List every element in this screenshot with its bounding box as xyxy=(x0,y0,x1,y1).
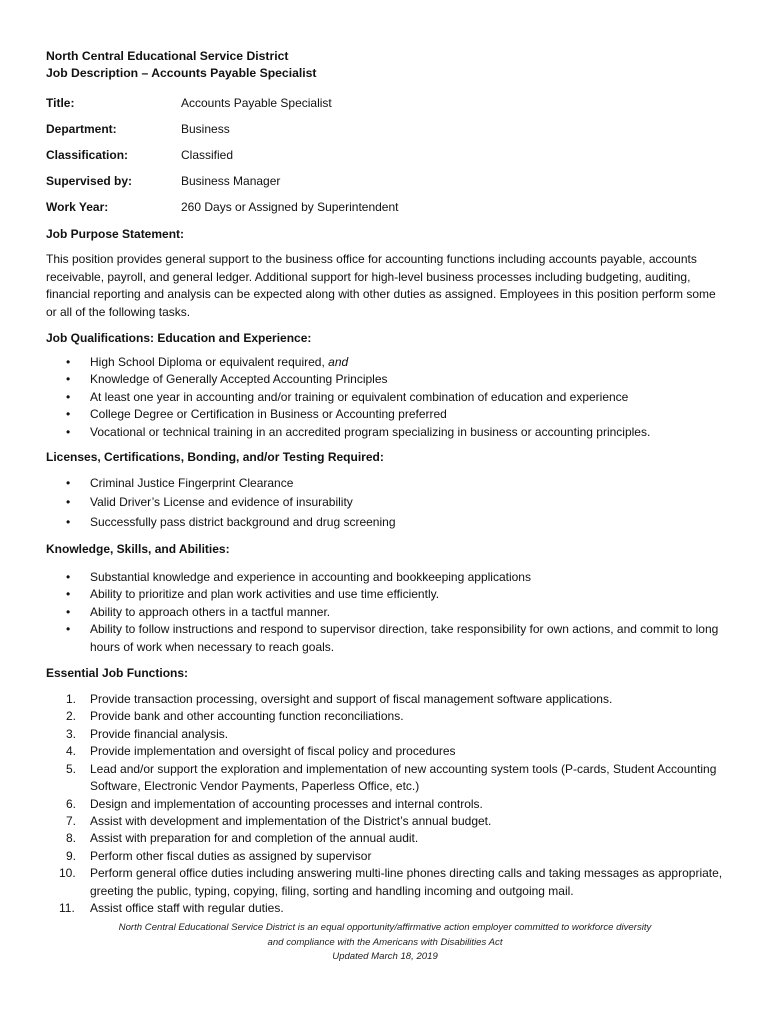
licenses-heading: Licenses, Certifications, Bonding, and/or Testing Required: xyxy=(46,450,384,465)
info-row-department xyxy=(46,116,726,142)
item-number: 8. xyxy=(66,831,77,846)
item-text: Provide financial analysis. xyxy=(90,726,229,741)
list-item: • Ability to prioritize and plan work activities and use time efficiently. xyxy=(46,586,726,603)
info-row-classification xyxy=(46,142,726,168)
footer-line: North Central Educational Service District is an equal opportunity/affirmative action employer committed to workforce diversity xyxy=(118,922,652,933)
footer-line: and compliance with the Americans with Disabilities Act xyxy=(267,936,503,948)
info-row-supervised-by xyxy=(46,168,726,194)
info-label: Department: xyxy=(46,122,117,136)
list-item xyxy=(46,691,726,708)
item-text: Provide implementation and oversight of fiscal policy and procedures xyxy=(90,744,456,759)
list-item xyxy=(46,726,726,743)
info-row-title xyxy=(46,90,726,116)
list-item xyxy=(46,708,726,725)
licenses-list xyxy=(46,474,726,533)
item-number: 11. xyxy=(59,900,75,915)
list-item xyxy=(46,830,726,847)
info-value: Classified xyxy=(181,148,234,162)
info-label: Title: xyxy=(46,96,75,110)
ksa-heading: Knowledge, Skills, and Abilities: xyxy=(46,542,230,557)
list-item xyxy=(46,865,726,900)
list-item: • Ability to follow instructions and respond to supervisor direction, take responsibility for own actions, and commit to long hours of work when necessary to reach goals. xyxy=(46,621,726,656)
ksa-list xyxy=(46,569,726,656)
page-footer xyxy=(0,921,770,965)
info-label: Supervised by: xyxy=(46,174,133,188)
item-text: Provide bank and other accounting function reconciliations. xyxy=(90,709,404,724)
item-number: 5. xyxy=(66,761,77,776)
info-row-work-year xyxy=(46,194,726,220)
item-number: 1. xyxy=(66,692,77,707)
list-item: • Successfully pass district background and drug screening xyxy=(46,512,726,533)
item-text: Provide transaction processing, oversight and support of fiscal management software applications. xyxy=(90,692,613,707)
list-item xyxy=(46,743,726,760)
info-value: 260 Days or Assigned by Superintendent xyxy=(181,200,399,214)
item-text: Perform other fiscal duties as assigned by supervisor xyxy=(90,848,372,863)
list-item: • Ability to approach others in a tactful manner. xyxy=(46,604,726,621)
item-text: Assist with preparation for and completion of the annual audit. xyxy=(90,831,419,846)
item-number: 3. xyxy=(66,726,77,741)
list-item: • Criminal Justice Fingerprint Clearance xyxy=(46,474,726,493)
footer-updated-date: Updated March 18, 2019 xyxy=(332,951,438,962)
functions-list xyxy=(46,691,726,917)
item-number: 10. xyxy=(59,866,76,881)
item-text: Perform general office duties including answering multi-line phones directing calls and taking messages as appropriate, greeting the public, typing, copying, filing, sorting and handling incoming and outgoing mail. xyxy=(90,866,723,898)
item-number: 9. xyxy=(66,848,77,863)
item-text: Assist with development and implementation of the District’s annual budget. xyxy=(90,813,492,828)
item-number: 6. xyxy=(66,796,77,811)
qualifications-heading: Job Qualifications: Education and Experience: xyxy=(46,331,312,345)
qualifications-list xyxy=(46,354,726,441)
item-number: 7. xyxy=(66,813,77,828)
list-item: • High School Diploma or equivalent required, and xyxy=(46,354,726,371)
list-item xyxy=(46,813,726,830)
list-item: • College Degree or Certification in Business or Accounting preferred xyxy=(46,406,726,423)
info-label: Work Year: xyxy=(46,200,109,214)
list-item xyxy=(46,848,726,865)
functions-heading: Essential Job Functions: xyxy=(46,666,189,681)
list-item xyxy=(46,900,726,917)
list-item: • Knowledge of Generally Accepted Accounting Principles xyxy=(46,371,726,388)
list-item xyxy=(46,761,726,796)
list-item: • Substantial knowledge and experience in accounting and bookkeeping applications xyxy=(46,569,726,586)
org-name: North Central Educational Service District xyxy=(46,49,289,63)
item-text: Design and implementation of accounting processes and internal controls. xyxy=(90,796,483,811)
item-number: 4. xyxy=(66,744,77,759)
info-value: Business xyxy=(181,122,230,136)
list-item-suffix: and xyxy=(328,355,349,369)
document-page xyxy=(46,48,726,917)
item-text: Lead and/or support the exploration and implementation of new accounting system tools (P-cards, Student Accounting Software, Electronic Vendor Payments, Paperless Office, etc.) xyxy=(90,761,717,794)
purpose-heading: Job Purpose Statement: xyxy=(46,227,185,241)
info-value: Business Manager xyxy=(181,174,281,188)
info-value: Accounts Payable Specialist xyxy=(181,96,332,110)
purpose-text: This position provides general support to the business office for accounting functions including accounts payable, accounts receivable, payroll, and general ledger. Additional support for high-level business processes including budgeting, auditing, financial reporting and analysis can be expected along with other duties as assigned. Employees in this position perform some or all of the following tasks. xyxy=(46,252,716,319)
item-number: 2. xyxy=(66,709,77,724)
list-item: • Valid Driver’s License and evidence of insurability xyxy=(46,493,726,512)
info-label: Classification: xyxy=(46,148,129,162)
item-text: Assist office staff with regular duties. xyxy=(90,900,284,915)
list-item xyxy=(46,796,726,813)
list-item: • At least one year in accounting and/or training or equivalent combination of education and experience xyxy=(46,389,726,406)
list-item: • Vocational or technical training in an accredited program specializing in business or accounting principles. xyxy=(46,424,726,441)
info-table xyxy=(46,90,726,220)
document-title: Job Description – Accounts Payable Specialist xyxy=(46,66,317,80)
